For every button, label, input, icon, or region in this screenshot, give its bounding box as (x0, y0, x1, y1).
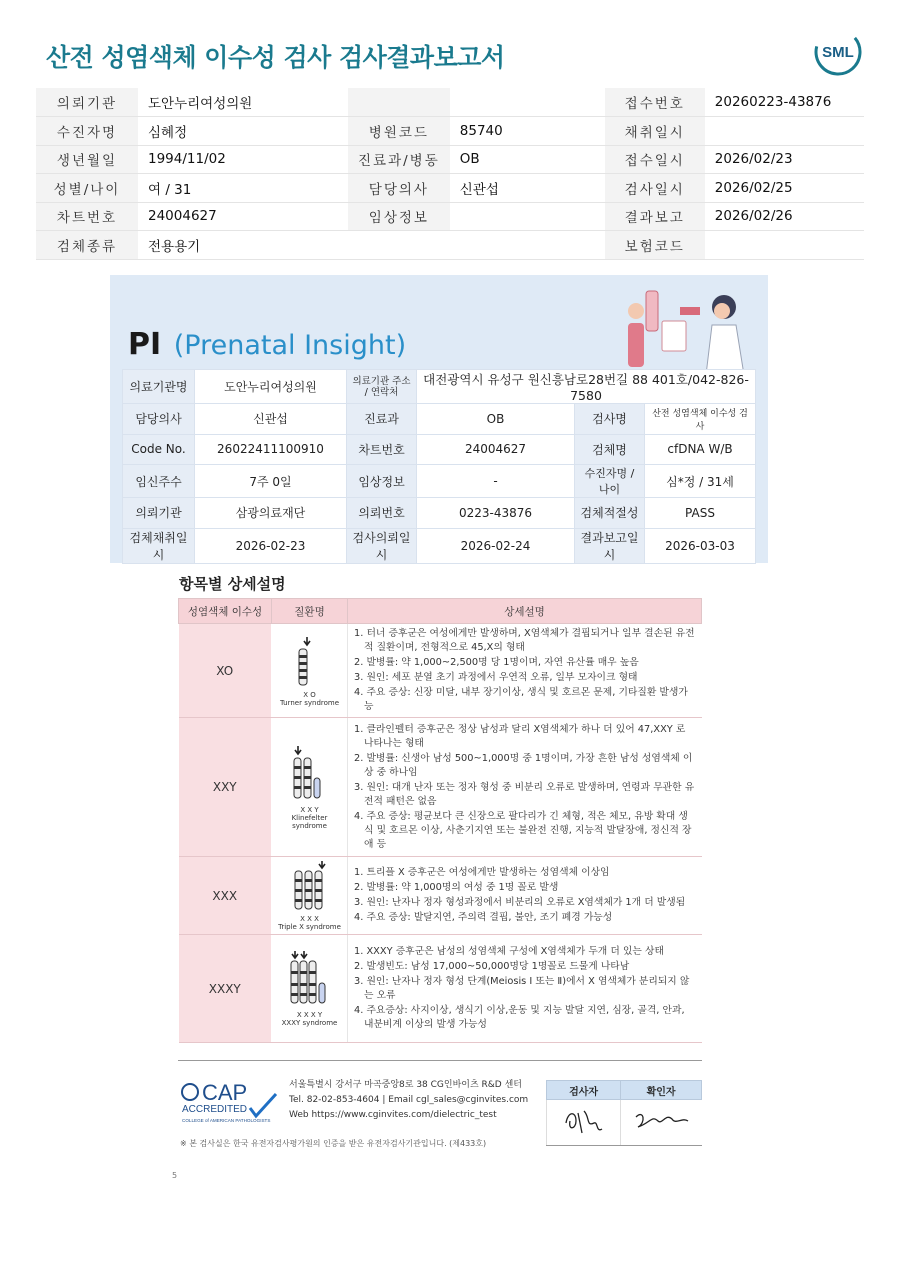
label-cell: 수진자명 / 나이 (575, 465, 645, 498)
table-row (179, 857, 702, 935)
description-line: 4. 주요 증상: 평균보다 큰 신장으로 팔다리가 긴 체형, 적은 체모, 유방 확대 생식 및 호르몬 이상, 사춘기지연 또는 불완전 진행, 지능적 발달장애, 정신적 장애 등 (354, 810, 692, 850)
label-cell: 병원코드 (348, 117, 450, 146)
value-cell: 2026/02/25 (705, 174, 864, 203)
value-cell: 0223-43876 (417, 498, 575, 529)
description-cell (348, 624, 702, 718)
column-header: 질환명 (272, 599, 348, 624)
label-cell: 접수번호 (605, 88, 705, 117)
value-cell: 26022411100910 (195, 434, 347, 465)
label-cell: 임상정보 (347, 465, 417, 498)
label-cell: Code No. (123, 434, 195, 465)
value-cell: 85740 (450, 117, 605, 146)
figure-caption: Klinefelter syndrome (291, 814, 328, 830)
signature-icon (628, 1103, 694, 1139)
signature-icon (554, 1103, 614, 1139)
description-line: 3. 원인: 난자나 정자 형성 단계(Meiosis Ⅰ 또는 Ⅱ)에서 X 염색체가 분리되지 않는 오류 (354, 976, 690, 1001)
table-row (547, 1100, 702, 1146)
cap-sub: ACCREDITED (182, 1104, 248, 1115)
label-cell: 성별/나이 (36, 174, 138, 203)
value-cell (705, 231, 864, 260)
empty-cell (450, 231, 605, 260)
label-cell (347, 370, 417, 404)
value-cell (705, 117, 864, 146)
description-line: 1. 트리플 X 증후군은 여성에게만 발생하는 성염색체 이상임 (354, 867, 610, 878)
value-cell: 1994/11/02 (138, 145, 348, 174)
label-cell: 검체적절성 (575, 498, 645, 529)
label-cell: 수진자명 (36, 117, 138, 146)
confirmer-signature (621, 1100, 702, 1146)
label-cell: 의뢰기관 (123, 498, 195, 529)
table-row (123, 528, 756, 563)
table-row (36, 202, 864, 231)
column-header: 검사자 (547, 1081, 621, 1100)
column-header: 확인자 (621, 1081, 702, 1100)
description-line: 1. XXXY 증후군은 남성의 성염색체 구성에 X염색체가 두개 더 있는 상태 (354, 946, 664, 957)
value-cell: 2026-02-24 (417, 528, 575, 563)
examiner-signature (547, 1100, 621, 1146)
chromosome-icon (290, 635, 330, 689)
value-cell: OB (417, 404, 575, 435)
value-cell: 도안누리여성의원 (138, 88, 348, 117)
aneuploidy-key: XXX (179, 857, 272, 935)
value-cell: OB (450, 145, 605, 174)
value-cell: 도안누리여성의원 (195, 370, 347, 404)
logo-text: SML (822, 44, 854, 61)
label-cell: 차트번호 (36, 202, 138, 231)
label-cell: 검체종류 (36, 231, 138, 260)
description-cell (348, 935, 702, 1043)
footer-divider (178, 1060, 702, 1061)
pi-info-table (122, 369, 756, 564)
label-cell: 검체채취일시 (123, 528, 195, 563)
description-line: 1. 클라인펠터 증후군은 정상 남성과 달리 X염색체가 하나 더 있어 47,XXY 로 나타나는 형태 (354, 723, 686, 749)
label-cell: 진료과/병동 (348, 145, 450, 174)
description-line: 4. 주요 증상: 발달지연, 주의력 결핍, 불안, 조기 폐경 가능성 (354, 912, 613, 923)
description-line: 3. 원인: 난자나 정자 형성과정에서 비분리의 오류로 X염색체가 1개 더 발생됨 (354, 897, 686, 908)
label-cell: 검사일시 (605, 174, 705, 203)
value-cell: 심*정 / 31세 (645, 465, 756, 498)
label-cell: 접수일시 (605, 145, 705, 174)
table-row (123, 404, 756, 435)
value-cell: 산전 성염색체 이수성 검사 (645, 404, 756, 435)
label-cell (348, 88, 450, 117)
table-row (123, 434, 756, 465)
description-line: 4. 주요증상: 사지이상, 생식기 이상,운동 및 지능 발달 지연, 심장, 골격, 안과, 내분비계 이상의 발생 가능성 (354, 1005, 685, 1030)
description-line: 2. 발병률: 신생아 남성 500~1,000명 중 1명이며, 가장 흔한 남성 성염색체 이상 중 하나임 (354, 752, 693, 778)
page-number: 5 (172, 1171, 178, 1180)
section-title: 항목별 상세설명 (179, 575, 286, 593)
table-row (36, 145, 864, 174)
aneuploidy-key: XXXY (179, 935, 272, 1043)
pi-title-bold: PI (128, 327, 162, 362)
description-line: 2. 발생빈도: 남성 17,000~50,000명당 1명꼴로 드물게 나타남 (354, 961, 630, 972)
figure-caption: Turner syndrome (279, 698, 340, 707)
detail-table (178, 598, 702, 1043)
description-line: 3. 원인: 세포 분열 초기 과정에서 우연적 오류, 일부 모자이크 형태 (354, 672, 638, 683)
label-cell: 보험코드 (605, 231, 705, 260)
table-row (36, 231, 864, 260)
empty-cell (348, 231, 450, 260)
value-cell: 심혜정 (138, 117, 348, 146)
description-line: 2. 발병률: 약 1,000명의 여성 중 1명 꼴로 발생 (354, 882, 559, 893)
figure-caption: Triple X syndrome (278, 922, 341, 931)
table-row (36, 117, 864, 146)
label-cell: 담당의사 (123, 404, 195, 435)
value-cell: PASS (645, 498, 756, 529)
cap-accredited-logo (180, 1076, 280, 1124)
value-cell: 24004627 (138, 202, 348, 231)
value-cell: cfDNA W/B (645, 434, 756, 465)
address-label-line1: 의료기관 주소 (352, 375, 411, 387)
label-cell: 담당의사 (348, 174, 450, 203)
value-cell: 삼광의료재단 (195, 498, 347, 529)
figure-caption: XXXY syndrome (281, 1018, 338, 1027)
cap-text: CAP (202, 1080, 248, 1105)
table-row (36, 174, 864, 203)
table-row (36, 88, 864, 117)
value-cell: 전용용기 (138, 231, 348, 260)
value-cell: 7주 0일 (195, 465, 347, 498)
table-row (179, 718, 702, 857)
aneuploidy-key: XXY (179, 718, 272, 857)
figure-label: X X Y (300, 806, 319, 814)
value-cell: 2026/02/23 (705, 145, 864, 174)
label-cell: 의료기관명 (123, 370, 195, 404)
label-cell: 생년월일 (36, 145, 138, 174)
value-cell: 20260223-43876 (705, 88, 864, 117)
chromosome-figure (272, 935, 348, 1043)
label-cell: 검사명 (575, 404, 645, 435)
chromosome-icon (288, 951, 332, 1009)
address-label-line2: / 연락처 (364, 386, 399, 398)
doctor-illustration (608, 285, 756, 375)
description-line: 4. 주요 증상: 신장 미달, 내부 장기이상, 생식 및 호르몬 문제, 기타질환 발생가능 (354, 687, 688, 712)
table-header-row (179, 599, 702, 624)
description-line: 1. 터너 증후군은 여성에게만 발생하며, X염색체가 결핍되거나 일부 결손된 유전적 질환이며, 전형적으로 45,X의 형태 (354, 628, 695, 653)
page-title: 산전 성염색체 이수성 검사 검사결과보고서 (46, 43, 505, 72)
figure-label: X O (303, 690, 316, 699)
table-row (123, 498, 756, 529)
label-cell: 의뢰번호 (347, 498, 417, 529)
value-cell: 신관섭 (195, 404, 347, 435)
value-cell (450, 88, 605, 117)
chromosome-icon (290, 861, 330, 913)
chromosome-figure (272, 718, 348, 857)
table-header-row (547, 1081, 702, 1100)
description-line: 3. 원인: 대개 난자 또는 정자 형성 중 비분리 오류로 발생하며, 연령과 무관한 유전적 패턴은 없음 (354, 781, 695, 807)
value-cell: - (417, 465, 575, 498)
aneuploidy-key: XO (179, 624, 272, 718)
figure-label: X X X Y (296, 1010, 323, 1019)
label-cell: 채취일시 (605, 117, 705, 146)
description-cell (348, 857, 702, 935)
description-line: 2. 발병률: 약 1,000~2,500명 당 1명이며, 자연 유산률 매우 높음 (354, 657, 639, 668)
table-row (123, 465, 756, 498)
chromosome-figure (272, 624, 348, 718)
table-row (179, 624, 702, 718)
lab-address-block (289, 1078, 528, 1123)
label-cell: 검체명 (575, 434, 645, 465)
value-cell: 대전광역시 유성구 원신흥남로28번길 88 401호/042-826-7580 (417, 370, 756, 404)
cap-small: COLLEGE of AMERICAN PATHOLOGISTS (182, 1118, 271, 1123)
column-header: 상세설명 (348, 599, 702, 624)
sml-logo (814, 28, 862, 76)
value-cell: 신관섭 (450, 174, 605, 203)
label-cell: 검사의뢰일시 (347, 528, 417, 563)
pi-panel (110, 275, 768, 563)
figure-label: X X X (300, 914, 319, 923)
chromosome-icon (290, 744, 330, 804)
patient-info-table (36, 88, 864, 260)
value-cell: 2026-03-03 (645, 528, 756, 563)
column-header: 성염색체 이수성 (179, 599, 272, 624)
label-cell: 임상정보 (348, 202, 450, 231)
label-cell: 의뢰기관 (36, 88, 138, 117)
table-row (123, 370, 756, 404)
label-cell: 진료과 (347, 404, 417, 435)
value-cell (450, 202, 605, 231)
pi-title-rest: (Prenatal Insight) (173, 330, 407, 361)
lab-web: Web https://www.cginvites.com/dielectric_test (289, 1110, 497, 1120)
label-cell: 차트번호 (347, 434, 417, 465)
value-cell: 2026/02/26 (705, 202, 864, 231)
chromosome-figure (272, 857, 348, 935)
value-cell: 여 / 31 (138, 174, 348, 203)
label-cell: 임신주수 (123, 465, 195, 498)
pi-title (128, 327, 406, 362)
accreditation-note: ※ 본 검사실은 한국 유전자검사평가원의 인증을 받은 유전자검사기관입니다. (제433호) (180, 1139, 487, 1148)
lab-contact: Tel. 82-02-853-4604 | Email cgl_sales@cginvites.com (289, 1095, 529, 1105)
value-cell: 24004627 (417, 434, 575, 465)
label-cell: 결과보고 (605, 202, 705, 231)
label-cell: 결과보고일시 (575, 528, 645, 563)
table-row (179, 935, 702, 1043)
description-cell (348, 718, 702, 857)
value-cell: 2026-02-23 (195, 528, 347, 563)
lab-address: 서울특별시 강서구 마곡중앙8로 38 CG인바이츠 R&D 센터 (289, 1080, 522, 1090)
signature-table (546, 1080, 702, 1146)
